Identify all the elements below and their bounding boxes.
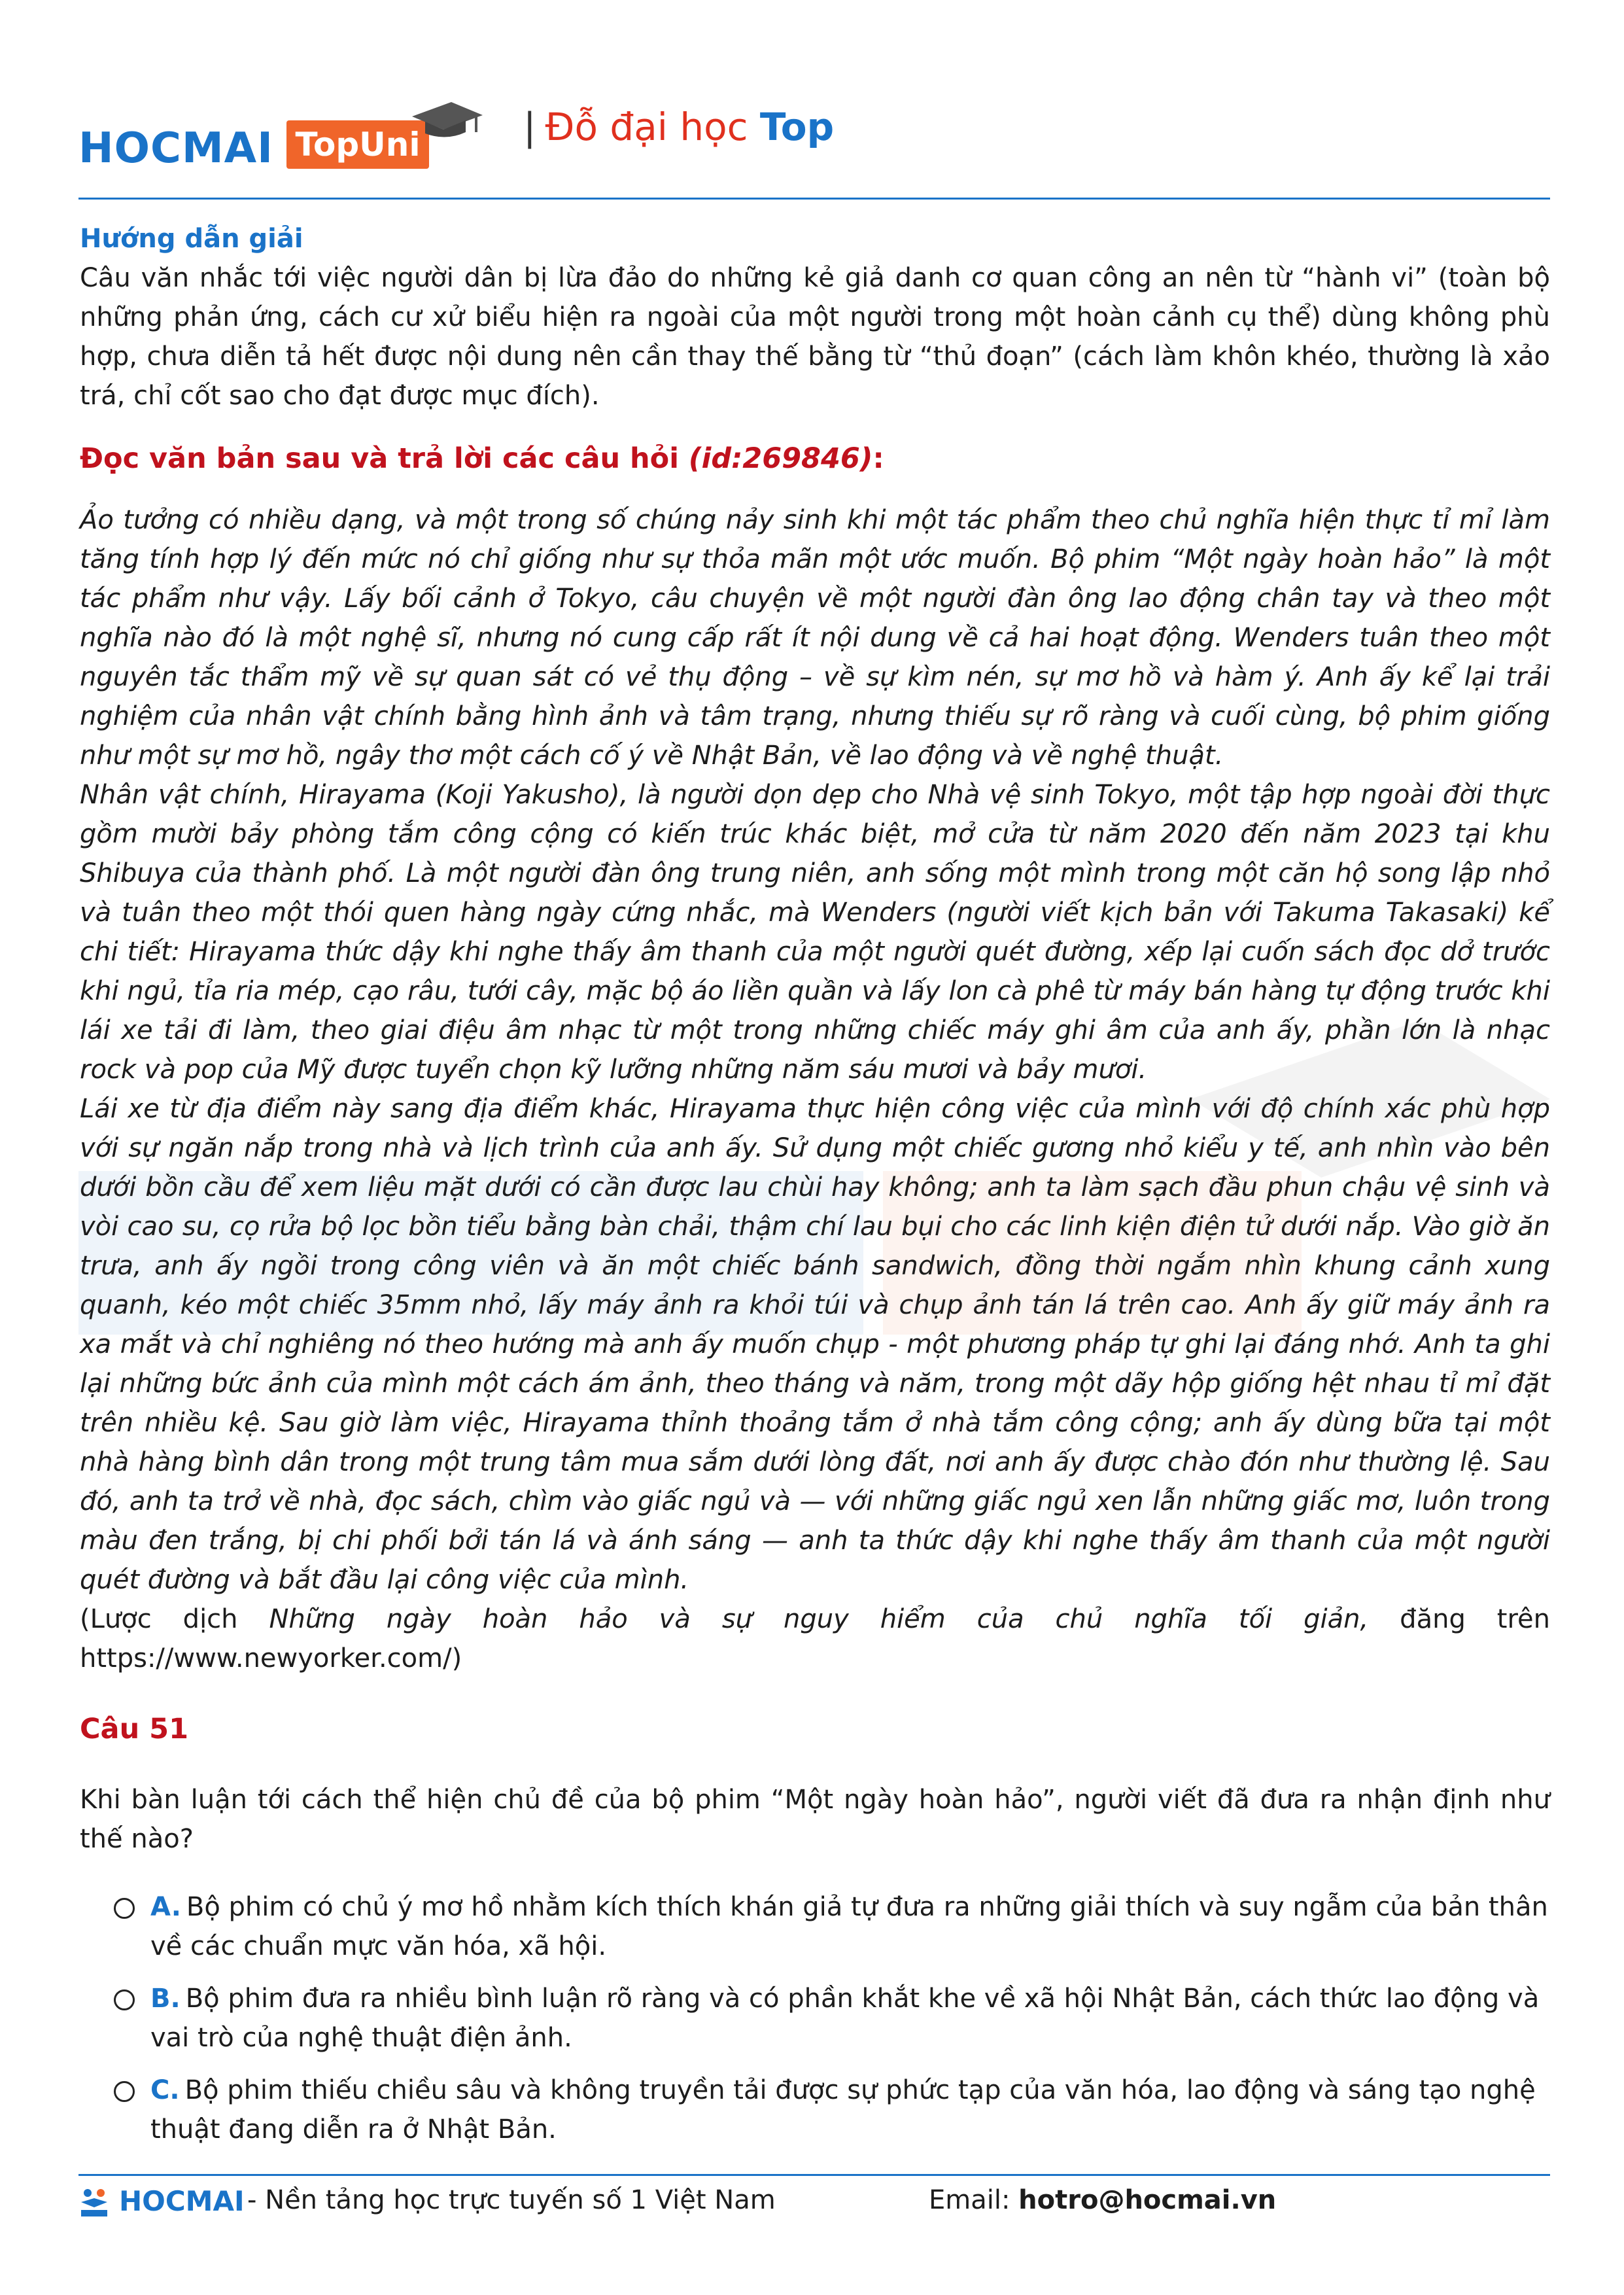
radio-circle-icon[interactable] — [114, 1898, 135, 1919]
header-divider — [78, 198, 1550, 200]
option-letter: B. — [150, 1984, 181, 2014]
footer-email — [929, 2185, 1276, 2215]
reading-passage — [80, 500, 1550, 1600]
source-prefix: (Lược dịch — [80, 1604, 269, 1634]
email-link[interactable]: hotro@hocmai.vn — [1018, 2185, 1277, 2215]
reading-id: (id:269846) — [688, 442, 873, 475]
option-text: Bộ phim có chủ ý mơ hồ nhằm kích thích khán giả tự đưa ra những giải thích và suy ngẫm của bản thân về các chuẩn mực văn hóa, xã hội. — [150, 1892, 1548, 1961]
question-text: Khi bàn luận tới cách thể hiện chủ đề của bộ phim “Một ngày hoàn hảo”, người viết đã đưa ra nhận định như thế nào? — [80, 1785, 1550, 1854]
radio-circle-icon[interactable] — [114, 2081, 135, 2102]
reading-colon: : — [872, 442, 884, 475]
footer-divider — [78, 2174, 1550, 2176]
header-tagline — [523, 105, 834, 149]
reading-title — [80, 439, 1550, 478]
passage-paragraph: Ảo tưởng có nhiều dạng, và một trong số chúng nảy sinh khi một tác phẩm theo chủ nghĩa hiện thực tỉ mỉ làm tăng tính hợp lý đến mức nó chỉ giống như sự thỏa mãn một ước muốn. Bộ phim “Một ngày hoàn hảo” là một tác phẩm như vậy. Lấy bối cảnh ở Tokyo, câu chuyện về một người đàn ông lao động chân tay và theo một nghĩa nào đó là một nghệ sĩ, nhưng nó cung cấp rất ít nội dung về cả hai hoạt động. Wenders tuân theo một nguyên tắc thẩm mỹ về sự quan sát có vẻ thụ động – về sự kìm nén, sự mơ hồ và hàm ý. Anh ấy kể lại trải nghiệm của nhân vật chính bằng hình ảnh và tâm trạng, nhưng thiếu sự rõ ràng và cuối cùng, bộ phim giống như một sự mơ hồ, ngây thơ một cách cố ý về Nhật Bản, về lao động và về nghệ thuật. — [80, 505, 1550, 771]
option-letter: A. — [150, 1892, 181, 1922]
tagline-separator: | — [523, 105, 536, 149]
guide-text: Câu văn nhắc tới việc người dân bị lừa đảo do những kẻ giả danh cơ quan công an nên từ “hành vi” (toàn bộ những phản ứng, cách cư xử biểu hiện ra ngoài của một người trong một hoàn cảnh cụ thể) dùng không phù hợp, chưa diễn tả hết được nội dung nên cần thay thế bằng từ “thủ đoạn” (cách làm khôn khéo, thường là xảo trá, chỉ cốt sao cho đạt được mục đích). — [80, 263, 1550, 411]
option-text: Bộ phim thiếu chiều sâu và không truyền tải được sự phức tạp của văn hóa, lao động và sáng tạo nghệ thuật đang diễn ra ở Nhật Bản. — [150, 2075, 1536, 2145]
document-body — [80, 219, 1550, 2162]
answer-option-b[interactable] — [80, 1979, 1550, 2058]
page-footer — [78, 2185, 1550, 2224]
option-text: Bộ phim đưa ra nhiều bình luận rõ ràng và có phần khắt khe về xã hội Nhật Bản, cách thức lao động và vai trò của nghệ thuật điện ảnh. — [150, 1984, 1540, 2053]
option-letter: C. — [150, 2075, 180, 2105]
question-label: Câu 51 — [80, 1713, 188, 1745]
page-header — [78, 98, 1550, 196]
answer-option-c[interactable] — [80, 2071, 1550, 2149]
answer-option-a[interactable] — [80, 1887, 1550, 1966]
source-title: Những ngày hoàn hảo và sự nguy hiểm của chủ nghĩa tối giản, — [269, 1604, 1369, 1634]
topuni-badge: TopUni — [286, 120, 429, 169]
hocmai-mini-logo-icon — [78, 2188, 111, 2219]
passage-paragraph: Lái xe từ địa điểm này sang địa điểm khác, Hirayama thực hiện công việc của mình với độ chính xác phù hợp với sự ngăn nắp trong nhà và lịch trình của anh ấy. Sử dụng một chiếc gương nhỏ kiểu y tế, anh nhìn vào bên dưới bồn cầu để xem liệu mặt dưới có cần được lau chùi hay không; anh ta làm sạch đầu phun chậu vệ sinh và vòi cao su, cọ rửa bộ lọc bồn tiểu bằng bàn chải, thậm chí lau bụi cho các linh kiện điện tử dưới nắp. Vào giờ ăn trưa, anh ấy ngồi trong công viên và ăn một chiếc bánh sandwich, đồng thời ngắm nhìn khung cảnh xung quanh, kéo một chiếc 35mm nhỏ, lấy máy ảnh ra khỏi túi và chụp ảnh tán lá trên cao. Anh ấy giữ máy ảnh ra xa mắt và chỉ nghiêng nó theo hướng mà anh ấy muốn chụp - một phương pháp tự ghi lại đáng nhớ. Anh ta ghi lại những bức ảnh của mình một cách ám ảnh, theo tháng và năm, trong một dãy hộp giống hệt nhau tỉ mỉ đặt trên nhiều kệ. Sau giờ làm việc, Hirayama thỉnh thoảng tắm ở nhà tắm công cộng; anh ấy dùng bữa tại một nhà hàng bình dân trong một trung tâm mua sắm dưới lòng đất, nơi anh ấy được chào đón như thường lệ. Sau đó, anh ta trở về nhà, đọc sách, chìm vào giấc ngủ và — với những giấc ngủ xen lẫn những giấc mơ, luôn trong màu đen trắng, bị chi phối bởi tán lá và ánh sáng — anh ta thức dậy khi nghe thấy âm thanh của một người quét đường và bắt đầu lại công việc của mình. — [80, 1094, 1550, 1595]
hocmai-logo: HOCMAI — [78, 124, 273, 173]
tagline-red: Đỗ đại học — [545, 105, 748, 149]
graduation-cap-icon — [406, 98, 484, 144]
guide-title: Hướng dẫn giải — [80, 224, 303, 254]
radio-circle-icon[interactable] — [114, 1989, 135, 2010]
email-label: Email: — [929, 2185, 1019, 2215]
passage-source — [80, 1600, 1550, 1678]
footer-tagline: - Nền tảng học trực tuyến số 1 Việt Nam — [247, 2185, 776, 2215]
footer-brand: HOCMAI — [119, 2185, 245, 2217]
passage-paragraph: Nhân vật chính, Hirayama (Koji Yakusho), là người dọn dẹp cho Nhà vệ sinh Tokyo, một tập hợp ngoài đời thực gồm mười bảy phòng tắm công cộng có kiến trúc khác biệt, mở cửa từ năm 2020 đến năm 2023 tại khu Shibuya của thành phố. Là một người đàn ông trung niên, anh sống một mình trong một căn hộ song lập nhỏ và tuân theo một thói quen hàng ngày cứng nhắc, mà Wenders (người viết kịch bản với Takuma Takasaki) kể chi tiết: Hirayama thức dậy khi nghe thấy âm thanh của một người quét đường, xếp lại cuốn sách đọc dở trước khi ngủ, tỉa ria mép, cạo râu, tưới cây, mặc bộ áo liền quần và lấy lon cà phê từ máy bán hàng tự động trước khi lái xe tải đi làm, theo giai điệu âm nhạc từ một trong những chiếc máy ghi âm của anh ấy, phần lớn là nhạc rock và pop của Mỹ được tuyển chọn kỹ lưỡng những năm sáu mươi và bảy mươi. — [80, 780, 1550, 1085]
source-suffix: đăng trên https://www.newyorker.com/) — [80, 1604, 1551, 1673]
reading-title-text: Đọc văn bản sau và trả lời các câu hỏi — [80, 442, 679, 475]
tagline-blue: Top — [759, 105, 835, 149]
